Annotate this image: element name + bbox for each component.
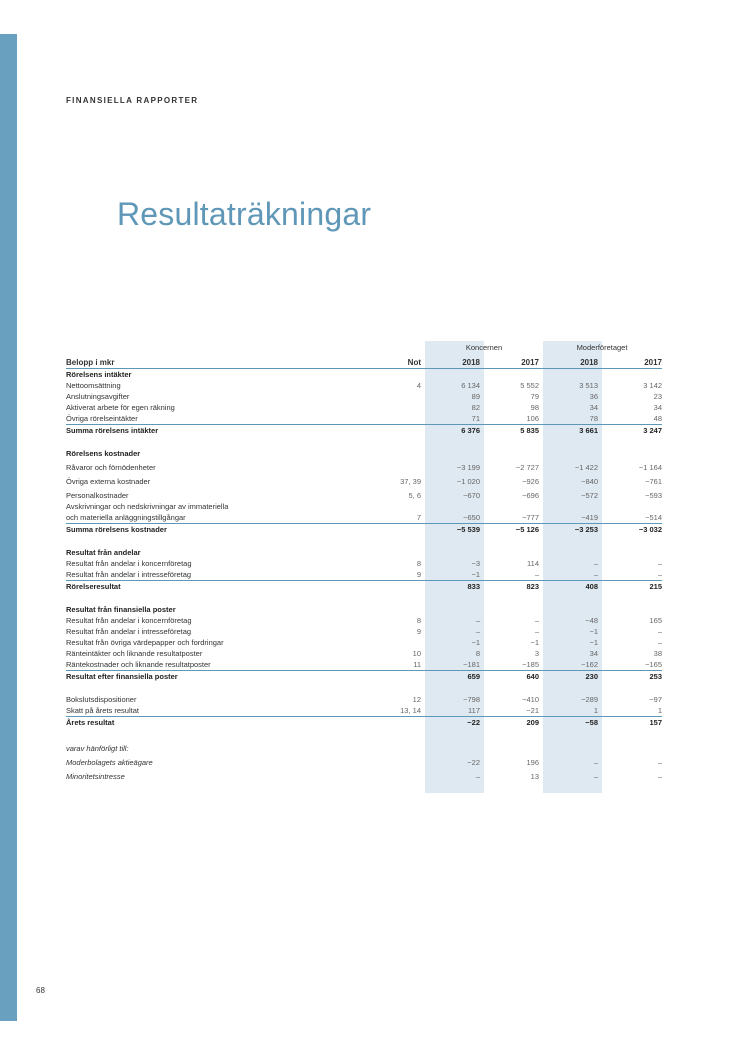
row-label: Moderbolagets aktieägare: [66, 758, 153, 767]
row-note: 7: [416, 513, 421, 522]
row-value: −5 539: [456, 525, 480, 534]
table-header-row: [66, 354, 662, 369]
row-value: −3 032: [638, 525, 662, 534]
row-label: Resultat från andelar i intresseföretag: [66, 627, 192, 636]
row-value: –: [657, 772, 662, 781]
row-label: Rörelsens intäkter: [66, 370, 132, 379]
row-value: −21: [526, 706, 539, 715]
row-label: och materiella anläggningstillgångar: [66, 513, 186, 522]
row-value: −593: [645, 491, 662, 500]
row-label: Resultat från andelar i intresseföretag: [66, 570, 192, 579]
row-value: 114: [527, 559, 539, 568]
row-note: 12: [412, 695, 421, 704]
row-value: −3 253: [574, 525, 598, 534]
row-value: 215: [649, 582, 662, 591]
row-value: −3: [471, 559, 480, 568]
row-value: 38: [653, 649, 662, 658]
table-body: [66, 369, 662, 782]
table-section-title: [66, 547, 662, 558]
table-spacer: [66, 535, 662, 547]
table-sum-row: [66, 716, 662, 728]
row-label: Personalkostnader: [66, 491, 129, 500]
table-sum-row: [66, 670, 662, 682]
row-value: −1: [471, 638, 480, 647]
row-label: Övriga externa kostnader: [66, 477, 151, 486]
row-value: 78: [589, 414, 598, 423]
row-value: –: [657, 570, 662, 579]
row-label: Årets resultat: [66, 718, 115, 727]
row-value: −650: [463, 513, 480, 522]
column-header-label: Belopp i mkr: [66, 358, 115, 367]
row-value: 71: [471, 414, 480, 423]
table-row: [66, 391, 662, 402]
row-note: 8: [416, 616, 421, 625]
row-label: Övriga rörelseintäkter: [66, 414, 138, 423]
row-label: Summa rörelsens intäkter: [66, 426, 159, 435]
row-value: –: [657, 627, 662, 636]
table-row: [66, 637, 662, 648]
row-note: 37, 39: [400, 477, 421, 486]
column-header-year: 2018: [580, 358, 598, 367]
row-value: −514: [645, 513, 662, 522]
row-note: 9: [416, 627, 421, 636]
row-label: Aktiverat arbete för egen räkning: [66, 403, 175, 412]
row-value: –: [534, 570, 539, 579]
row-value: 6 134: [461, 381, 480, 390]
row-value: −58: [585, 718, 598, 727]
table-row: [66, 754, 662, 768]
row-label: varav hänförligt till:: [66, 744, 129, 753]
row-value: 23: [653, 392, 662, 401]
row-value: 82: [471, 403, 480, 412]
row-value: 3 247: [643, 426, 662, 435]
row-note: 10: [412, 649, 421, 658]
table-sum-row: [66, 523, 662, 535]
row-note: 13, 14: [400, 706, 421, 715]
row-value: 5 552: [520, 381, 539, 390]
table-row: [66, 768, 662, 782]
row-value: 13: [530, 772, 539, 781]
row-value: −1 422: [574, 463, 598, 472]
row-label: Summa rörelsens kostnader: [66, 525, 167, 534]
row-value: −1: [589, 638, 598, 647]
table-section-title: [66, 369, 662, 380]
row-value: 36: [589, 392, 598, 401]
section-label: FINANSIELLA RAPPORTER: [66, 96, 199, 105]
row-label: Resultat från finansiella poster: [66, 605, 176, 614]
row-value: −696: [522, 491, 539, 500]
row-value: –: [475, 627, 480, 636]
row-value: 1: [657, 706, 662, 715]
row-value: 48: [653, 414, 662, 423]
row-value: −777: [522, 513, 539, 522]
row-value: −1: [471, 570, 480, 579]
row-value: –: [593, 758, 598, 767]
row-value: −1 020: [456, 477, 480, 486]
table-row: [66, 473, 662, 487]
table-row: [66, 413, 662, 424]
row-value: 659: [467, 672, 480, 681]
column-header-year: 2017: [644, 358, 662, 367]
row-value: –: [534, 627, 539, 636]
row-label: Minoritetsintresse: [66, 772, 125, 781]
row-value: −48: [585, 616, 598, 625]
row-value: 5 835: [520, 426, 539, 435]
row-value: 3: [534, 649, 539, 658]
row-value: −2 727: [515, 463, 539, 472]
table-row: [66, 694, 662, 705]
row-note: 8: [416, 559, 421, 568]
column-header-year: 2018: [462, 358, 480, 367]
row-value: 79: [530, 392, 539, 401]
table-row: [66, 487, 662, 501]
row-value: 6 376: [461, 426, 480, 435]
row-value: −572: [581, 491, 598, 500]
row-value: 89: [471, 392, 480, 401]
row-label: Avskrivningar och nedskrivningar av immateriella: [66, 502, 229, 511]
row-label: Ränteintäkter och liknande resultatposter: [66, 649, 203, 658]
row-value: 106: [526, 414, 539, 423]
table-spacer: [66, 682, 662, 694]
row-value: −97: [649, 695, 662, 704]
row-value: 165: [649, 616, 662, 625]
column-header-not: Not: [407, 358, 421, 367]
table-spacer: [66, 436, 662, 448]
table-row: [66, 512, 662, 523]
row-value: −5 126: [515, 525, 539, 534]
row-value: –: [657, 638, 662, 647]
row-value: −926: [522, 477, 539, 486]
row-value: –: [593, 559, 598, 568]
row-value: −3 199: [456, 463, 480, 472]
row-value: 98: [530, 403, 539, 412]
row-note: 11: [413, 660, 421, 669]
row-value: 117: [468, 706, 480, 715]
table-row: [66, 558, 662, 569]
row-value: 157: [649, 718, 662, 727]
row-label: Anslutningsavgifter: [66, 392, 130, 401]
table-row: [66, 501, 662, 512]
row-value: –: [657, 758, 662, 767]
row-label: Skatt på årets resultat: [66, 706, 139, 715]
table-row: [66, 648, 662, 659]
row-value: −410: [522, 695, 539, 704]
table-row: [66, 659, 662, 670]
row-label: Rörelsens kostnader: [66, 449, 141, 458]
row-note: 9: [416, 570, 421, 579]
row-value: 196: [526, 758, 539, 767]
row-value: –: [593, 570, 598, 579]
row-label: Resultat från andelar i koncernföretag: [66, 616, 192, 625]
table-spacer: [66, 728, 662, 740]
row-value: 34: [589, 649, 598, 658]
row-label: Nettoomsättning: [66, 381, 121, 390]
row-value: 833: [467, 582, 480, 591]
row-label: Råvaror och förnödenheter: [66, 463, 156, 472]
table-row: [66, 615, 662, 626]
row-value: –: [657, 559, 662, 568]
row-value: −185: [522, 660, 539, 669]
row-label: Resultat från övriga värdepapper och fordringar: [66, 638, 224, 647]
row-value: −840: [581, 477, 598, 486]
table-row: [66, 705, 662, 716]
row-label: Resultat från andelar i koncernföretag: [66, 559, 192, 568]
row-value: 209: [526, 718, 539, 727]
table-sum-row: [66, 424, 662, 436]
row-value: –: [534, 616, 539, 625]
row-value: 230: [585, 672, 598, 681]
row-value: −670: [463, 491, 480, 500]
row-value: –: [475, 616, 480, 625]
page-title: Resultaträkningar: [117, 196, 372, 232]
table-row: [66, 380, 662, 391]
row-value: 34: [589, 403, 598, 412]
decorative-side-bar: [0, 34, 17, 1021]
table-spacer: [66, 592, 662, 604]
table-section-title: [66, 448, 662, 459]
row-value: 3 142: [643, 381, 662, 390]
column-header-year: 2017: [521, 358, 539, 367]
row-value: −761: [645, 477, 662, 486]
table-row: [66, 459, 662, 473]
row-value: 3 661: [579, 426, 598, 435]
table-section-title: [66, 604, 662, 615]
row-value: 1: [593, 706, 598, 715]
row-label: Bokslutsdispositioner: [66, 695, 137, 704]
table-row: [66, 626, 662, 637]
income-statement-table: [66, 354, 662, 782]
row-label: Resultat från andelar: [66, 548, 141, 557]
row-value: −289: [581, 695, 598, 704]
table-row: [66, 569, 662, 580]
row-value: −798: [463, 695, 480, 704]
row-value: −1 164: [638, 463, 662, 472]
row-value: 253: [649, 672, 662, 681]
row-value: –: [593, 772, 598, 781]
group-header-moderforetaget: Moderföretaget: [576, 343, 628, 352]
row-label: Rörelseresultat: [66, 582, 121, 591]
row-value: −1: [530, 638, 539, 647]
row-value: 34: [653, 403, 662, 412]
table-row: [66, 402, 662, 413]
row-value: −22: [467, 758, 480, 767]
row-value: 8: [475, 649, 480, 658]
row-value: −1: [589, 627, 598, 636]
row-label: Resultat efter finansiella poster: [66, 672, 178, 681]
group-header-koncernen: Koncernen: [465, 343, 503, 352]
row-value: −165: [645, 660, 662, 669]
row-value: –: [475, 772, 480, 781]
row-value: 823: [526, 582, 539, 591]
row-note: 4: [416, 381, 421, 390]
row-value: 408: [585, 582, 598, 591]
row-note: 5, 6: [408, 491, 421, 500]
page-number: 68: [36, 986, 45, 995]
table-sum-row: [66, 580, 662, 592]
row-value: −22: [467, 718, 480, 727]
row-label: Räntekostnader och liknande resultatposter: [66, 660, 211, 669]
table-row: [66, 740, 662, 754]
row-value: −162: [581, 660, 598, 669]
row-value: 3 513: [579, 381, 598, 390]
row-value: 640: [526, 672, 539, 681]
row-value: −181: [463, 660, 480, 669]
row-value: −419: [581, 513, 598, 522]
